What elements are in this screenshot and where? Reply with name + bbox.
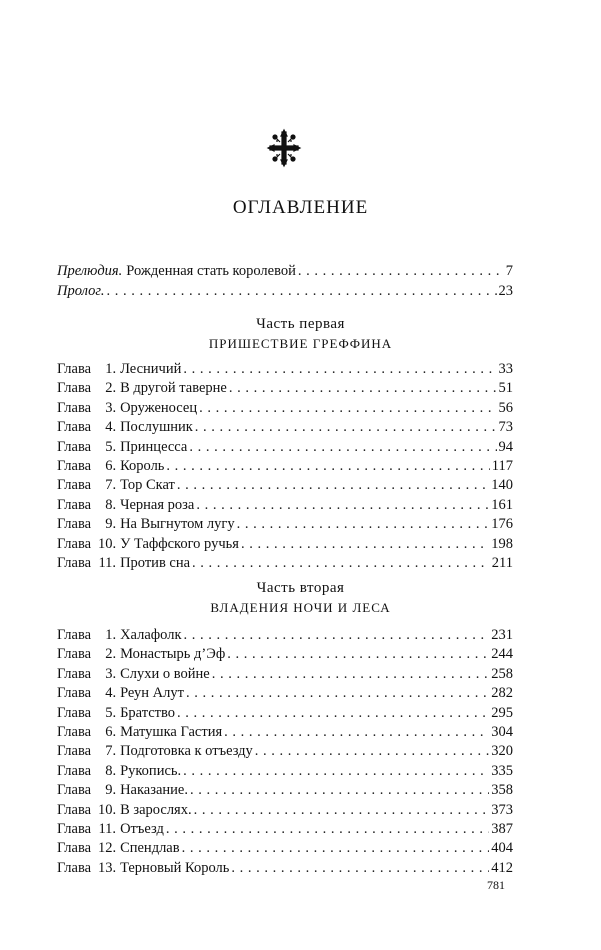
chapter-head: Глава xyxy=(57,704,92,721)
leader-dots xyxy=(255,742,489,760)
chapter-page: 117 xyxy=(491,458,513,474)
chapter-head: Глава xyxy=(57,840,92,857)
chapter-head: Глава xyxy=(57,419,92,436)
leader-dots xyxy=(224,723,489,741)
leader-dots xyxy=(241,535,489,553)
leader-dots xyxy=(190,781,489,799)
chapter-number: 3. xyxy=(105,399,117,416)
toc-chapter-row[interactable] xyxy=(57,418,513,436)
part-label: Часть первая xyxy=(256,316,345,332)
chapter-head: Глава xyxy=(57,859,92,876)
chapter-page: 51 xyxy=(498,380,513,397)
chapter-number: 11. xyxy=(98,555,117,571)
chapter-title: Наказание. xyxy=(120,782,188,799)
toc-chapter-row[interactable] xyxy=(57,496,513,514)
leader-dots xyxy=(184,626,490,644)
chapter-number: 7. xyxy=(105,743,117,760)
chapter-title: Оруженосец xyxy=(120,399,198,416)
leader-dots xyxy=(192,554,490,572)
chapter-page: 211 xyxy=(491,555,513,571)
chapter-head: Глава xyxy=(57,665,92,682)
chapter-number: 11. xyxy=(98,821,117,837)
chapter-title: Реун Алут xyxy=(120,685,184,702)
floral-ornament-icon xyxy=(266,128,302,168)
toc-chapter-row[interactable] xyxy=(57,645,513,663)
toc-chapter-row[interactable] xyxy=(57,762,513,780)
leader-dots xyxy=(194,801,490,819)
chapter-number: 4. xyxy=(105,685,117,702)
chapter-number: 10. xyxy=(97,801,117,818)
toc-chapter-row[interactable] xyxy=(57,781,513,799)
chapter-page: 335 xyxy=(491,762,513,779)
chapter-page: 176 xyxy=(491,516,513,533)
chapter-number: 1. xyxy=(105,627,117,643)
leader-dots xyxy=(298,262,504,280)
chapter-number: 5. xyxy=(105,438,117,455)
chapter-number: 8. xyxy=(105,496,117,513)
toc-chapter-row[interactable] xyxy=(57,399,513,417)
toc-chapter-row[interactable] xyxy=(57,820,513,838)
chapter-page: 94 xyxy=(498,438,513,455)
toc-row-page: 7 xyxy=(505,263,513,279)
toc-chapter-row[interactable] xyxy=(57,379,513,397)
chapter-page: 404 xyxy=(491,840,513,857)
chapter-title: На Выгнутом лугу xyxy=(120,516,235,533)
chapter-head: Глава xyxy=(57,724,92,740)
toc-chapter-row[interactable] xyxy=(57,457,513,475)
chapter-page: 412 xyxy=(491,859,513,876)
chapter-head: Глава xyxy=(57,496,92,513)
toc-chapter-row[interactable] xyxy=(57,360,513,378)
chapter-page: 198 xyxy=(491,535,513,552)
chapter-head: Глава xyxy=(57,685,92,702)
chapter-head: Глава xyxy=(57,801,92,818)
chapter-head: Глава xyxy=(57,762,92,779)
chapter-number: 9. xyxy=(105,516,117,533)
toc-chapter-row[interactable] xyxy=(57,626,513,644)
chapter-title: Подготовка к отъезду xyxy=(120,743,253,760)
chapter-title: Слухи о войне xyxy=(120,665,210,682)
chapter-head: Глава xyxy=(57,782,92,799)
chapter-page: 358 xyxy=(491,782,513,799)
chapter-head: Глава xyxy=(57,535,92,552)
leader-dots xyxy=(237,515,490,533)
chapter-page: 33 xyxy=(498,361,513,377)
leader-dots xyxy=(212,665,490,683)
toc-row-title: Рожденная стать королевой xyxy=(126,263,296,279)
chapter-page: 295 xyxy=(491,704,513,721)
toc-chapter-row[interactable] xyxy=(57,723,513,741)
leader-dots xyxy=(186,684,489,702)
chapter-head: Глава xyxy=(57,380,92,397)
leader-dots xyxy=(189,438,496,456)
chapter-head: Глава xyxy=(57,821,92,837)
chapter-title: Матушка Гастия xyxy=(120,724,223,740)
chapter-page: 282 xyxy=(491,685,513,702)
chapter-title: Отъезд xyxy=(120,821,164,837)
chapter-number: 3. xyxy=(105,665,117,682)
toc-chapter-row[interactable] xyxy=(57,704,513,722)
leader-dots xyxy=(106,282,496,300)
toc-chapter-row[interactable] xyxy=(57,839,513,857)
chapter-page: 244 xyxy=(491,646,513,663)
chapter-title: У Таффского ручья xyxy=(120,535,239,552)
leader-dots xyxy=(196,496,489,514)
chapter-title: Принцесса xyxy=(120,438,188,455)
toc-chapter-row[interactable] xyxy=(57,684,513,702)
leader-dots xyxy=(229,379,497,397)
chapter-page: 320 xyxy=(491,743,513,760)
chapter-page: 161 xyxy=(491,496,513,513)
chapter-title: В другой таверне xyxy=(120,380,227,397)
chapter-number: 9. xyxy=(105,782,117,799)
chapter-page: 304 xyxy=(491,724,513,740)
chapter-number: 6. xyxy=(105,458,117,474)
chapter-page: 373 xyxy=(491,801,513,818)
chapter-head: Глава xyxy=(57,399,92,416)
toc-chapter-row[interactable] xyxy=(57,438,513,456)
toc-chapter-row[interactable] xyxy=(57,554,513,572)
chapter-title: Спендлав xyxy=(120,840,180,857)
chapter-title: В зарослях. xyxy=(120,801,192,818)
toc-chapter-row[interactable] xyxy=(57,476,513,494)
leader-dots xyxy=(227,645,489,663)
chapter-number: 5. xyxy=(105,704,117,721)
part-name: ВЛАДЕНИЯ НОЧИ И ЛЕСА xyxy=(210,600,391,615)
leader-dots xyxy=(199,399,496,417)
chapter-head: Глава xyxy=(57,438,92,455)
chapter-title: Лесничий xyxy=(120,361,182,377)
leader-dots xyxy=(166,457,489,475)
leader-dots xyxy=(177,476,489,494)
toc-row-italic-label: Прелюдия. xyxy=(57,263,123,279)
chapter-number: 4. xyxy=(105,419,117,436)
leader-dots xyxy=(166,820,489,838)
part-name: ПРИШЕСТВИЕ ГРЕФФИНА xyxy=(208,336,393,351)
toc-row-italic-label: Пролог. xyxy=(57,283,105,299)
chapter-page: 73 xyxy=(498,419,513,436)
chapter-number: 6. xyxy=(105,724,117,740)
toc-row-page: 23 xyxy=(498,283,513,299)
page-number: 781 xyxy=(487,878,505,892)
chapter-page: 140 xyxy=(491,477,513,494)
chapter-title: Послушник xyxy=(120,419,193,436)
chapter-number: 2. xyxy=(105,646,117,663)
chapter-number: 8. xyxy=(105,762,117,779)
toc-chapter-row[interactable] xyxy=(57,535,513,553)
chapter-head: Глава xyxy=(57,743,92,760)
chapter-title: Братство xyxy=(120,704,175,721)
leader-dots xyxy=(183,762,489,780)
toc-row-prelude[interactable] xyxy=(57,262,513,280)
chapter-title: Монастырь д’Эф xyxy=(120,646,226,663)
chapter-number: 1. xyxy=(105,361,117,377)
chapter-head: Глава xyxy=(57,627,92,643)
page-title: ОГЛАВЛЕНИЕ xyxy=(232,197,369,218)
chapter-number: 13. xyxy=(97,859,117,876)
chapter-title: Тор Скат xyxy=(120,477,175,494)
leader-dots xyxy=(183,360,496,378)
chapter-number: 10. xyxy=(97,535,117,552)
chapter-head: Глава xyxy=(57,516,92,533)
toc-chapter-row[interactable] xyxy=(57,859,513,877)
chapter-head: Глава xyxy=(57,361,92,377)
chapter-page: 387 xyxy=(491,821,513,837)
chapter-title: Против сна xyxy=(120,555,191,571)
toc-chapter-row[interactable] xyxy=(57,742,513,760)
chapter-head: Глава xyxy=(57,458,92,474)
leader-dots xyxy=(182,839,490,857)
chapter-number: 12. xyxy=(97,840,117,857)
leader-dots xyxy=(195,418,497,436)
chapter-title: Черная роза xyxy=(120,496,195,513)
toc-chapter-row[interactable] xyxy=(57,665,513,683)
chapter-number: 7. xyxy=(105,477,117,494)
toc-chapter-row[interactable] xyxy=(57,515,513,533)
chapter-number: 2. xyxy=(105,380,117,397)
chapter-title: Рукопись. xyxy=(120,762,182,779)
chapter-head: Глава xyxy=(57,477,92,494)
chapter-head: Глава xyxy=(57,646,92,663)
leader-dots xyxy=(177,704,489,722)
leader-dots xyxy=(231,859,489,877)
part-label: Часть вторая xyxy=(256,580,345,596)
chapter-title: Король xyxy=(120,458,165,474)
chapter-head: Глава xyxy=(57,555,92,571)
toc-row-prologue[interactable] xyxy=(57,282,513,300)
toc-chapter-row[interactable] xyxy=(57,801,513,819)
chapter-title: Халафолк xyxy=(120,627,182,643)
chapter-title: Терновый Король xyxy=(120,859,230,876)
chapter-page: 56 xyxy=(498,399,513,416)
chapter-page: 258 xyxy=(491,665,513,682)
chapter-page: 231 xyxy=(491,627,513,643)
